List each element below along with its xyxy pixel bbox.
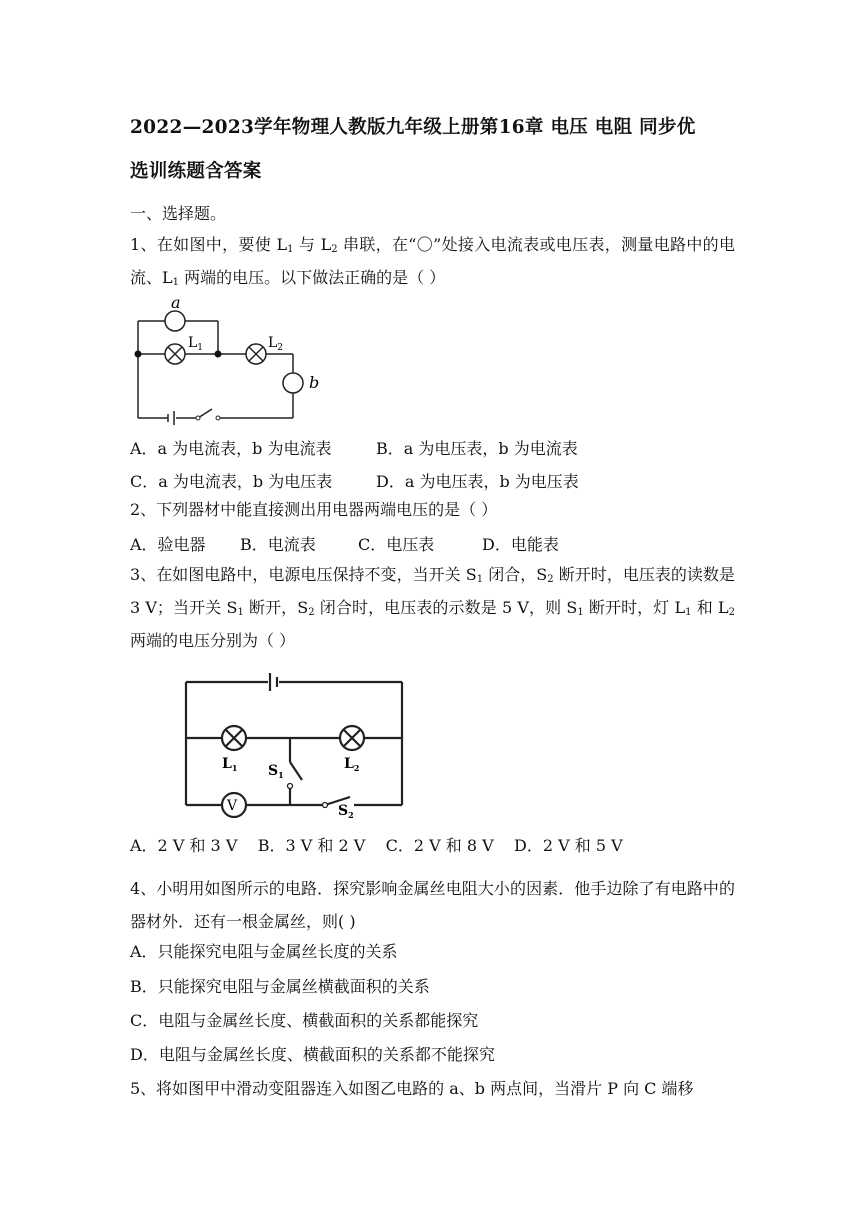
question-2-option-c[interactable]: C．电压表 <box>358 535 435 554</box>
question-4-option-a[interactable]: A．只能探究电阻与金属丝长度的关系 <box>130 942 398 961</box>
fig1-label-l2: $L_2$ <box>268 335 284 353</box>
fig3-label-l1: $L_1$ <box>222 756 238 773</box>
fig1-label-l1: $L_1$ <box>188 335 204 353</box>
question-1-text: 1、在如图中，要使 $L_1$ 与 $L_2$ 串联，在“〇”处接入电流表或电压表，测量电路中的电流、$L_1$ 两端的电压。以下做法正确的是（ ） <box>130 235 735 288</box>
document-title-line-2: 选训练题含答案 <box>130 161 262 182</box>
question-3-text: 3、在如图电路中，电源电压保持不变，当开关 $S_1$ 闭合，$S_2$ 断开时，电压表的读数是 3 V；当开关 $S_1$ 断开，$S_2$ 闭合时，电压表的示数是 5 V，则 $S_1$ 断开时，灯 $L_1$ 和 $L_2$ 两端的电压分别为（ ） <box>130 565 735 650</box>
question-2-options <box>130 534 559 556</box>
question-2-text: 2、下列器材中能直接测出用电器两端电压的是（ ） <box>130 500 498 519</box>
question-2-option-d[interactable]: D．电能表 <box>482 535 559 554</box>
question-5-text: 5、将如图甲中滑动变阻器连入如图乙电路的 a、b 两点间，当滑片 P 向 C 端移 <box>130 1079 694 1098</box>
question-1-option-b[interactable]: B．a 为电压表，b 为电流表 <box>376 439 578 458</box>
question-3-circuit-diagram <box>180 670 412 820</box>
question-1-option-d[interactable]: D．a 为电压表，b 为电压表 <box>376 472 579 491</box>
question-1-option-c[interactable]: C．a 为电流表，b 为电压表 <box>130 472 333 491</box>
question-1-options-row-2 <box>130 471 579 493</box>
fig1-label-a: a <box>171 293 181 312</box>
question-4-option-d[interactable]: D．电阻与金属丝长度、横截面积的关系都不能探究 <box>130 1045 495 1064</box>
fig3-label-s1: $S_1$ <box>268 763 284 780</box>
question-1-options-row-1 <box>130 438 578 460</box>
question-3-options[interactable]: A．2 V 和 3 V B．3 V 和 2 V C．2 V 和 8 V D．2 V 和 5 V <box>130 836 623 855</box>
fig3-label-l2: $L_2$ <box>344 756 360 773</box>
question-2-option-b[interactable]: B．电流表 <box>240 535 316 554</box>
question-1-option-a[interactable]: A．a 为电流表，b 为电流表 <box>130 439 332 458</box>
section-heading: 一、选择题。 <box>130 204 227 223</box>
question-4-text: 4、小明用如图所示的电路．探究影响金属丝电阻大小的因素．他手边除了有电路中的器材外．还有一根金属丝，则( ) <box>130 879 735 931</box>
fig3-label-s2: $S_2$ <box>338 803 354 820</box>
question-4-option-b[interactable]: B．只能探究电阻与金属丝横截面积的关系 <box>130 977 430 996</box>
question-4-option-c[interactable]: C．电阻与金属丝长度、横截面积的关系都能探究 <box>130 1011 479 1030</box>
document-title-line-1: 2022—2023学年物理人教版九年级上册第16章 电压 电阻 同步优 <box>130 117 696 138</box>
question-1-circuit-diagram <box>128 293 328 421</box>
question-2-option-a[interactable]: A．验电器 <box>130 535 206 554</box>
fig3-voltmeter-label: V <box>227 798 238 814</box>
fig1-label-b: b <box>309 373 320 392</box>
